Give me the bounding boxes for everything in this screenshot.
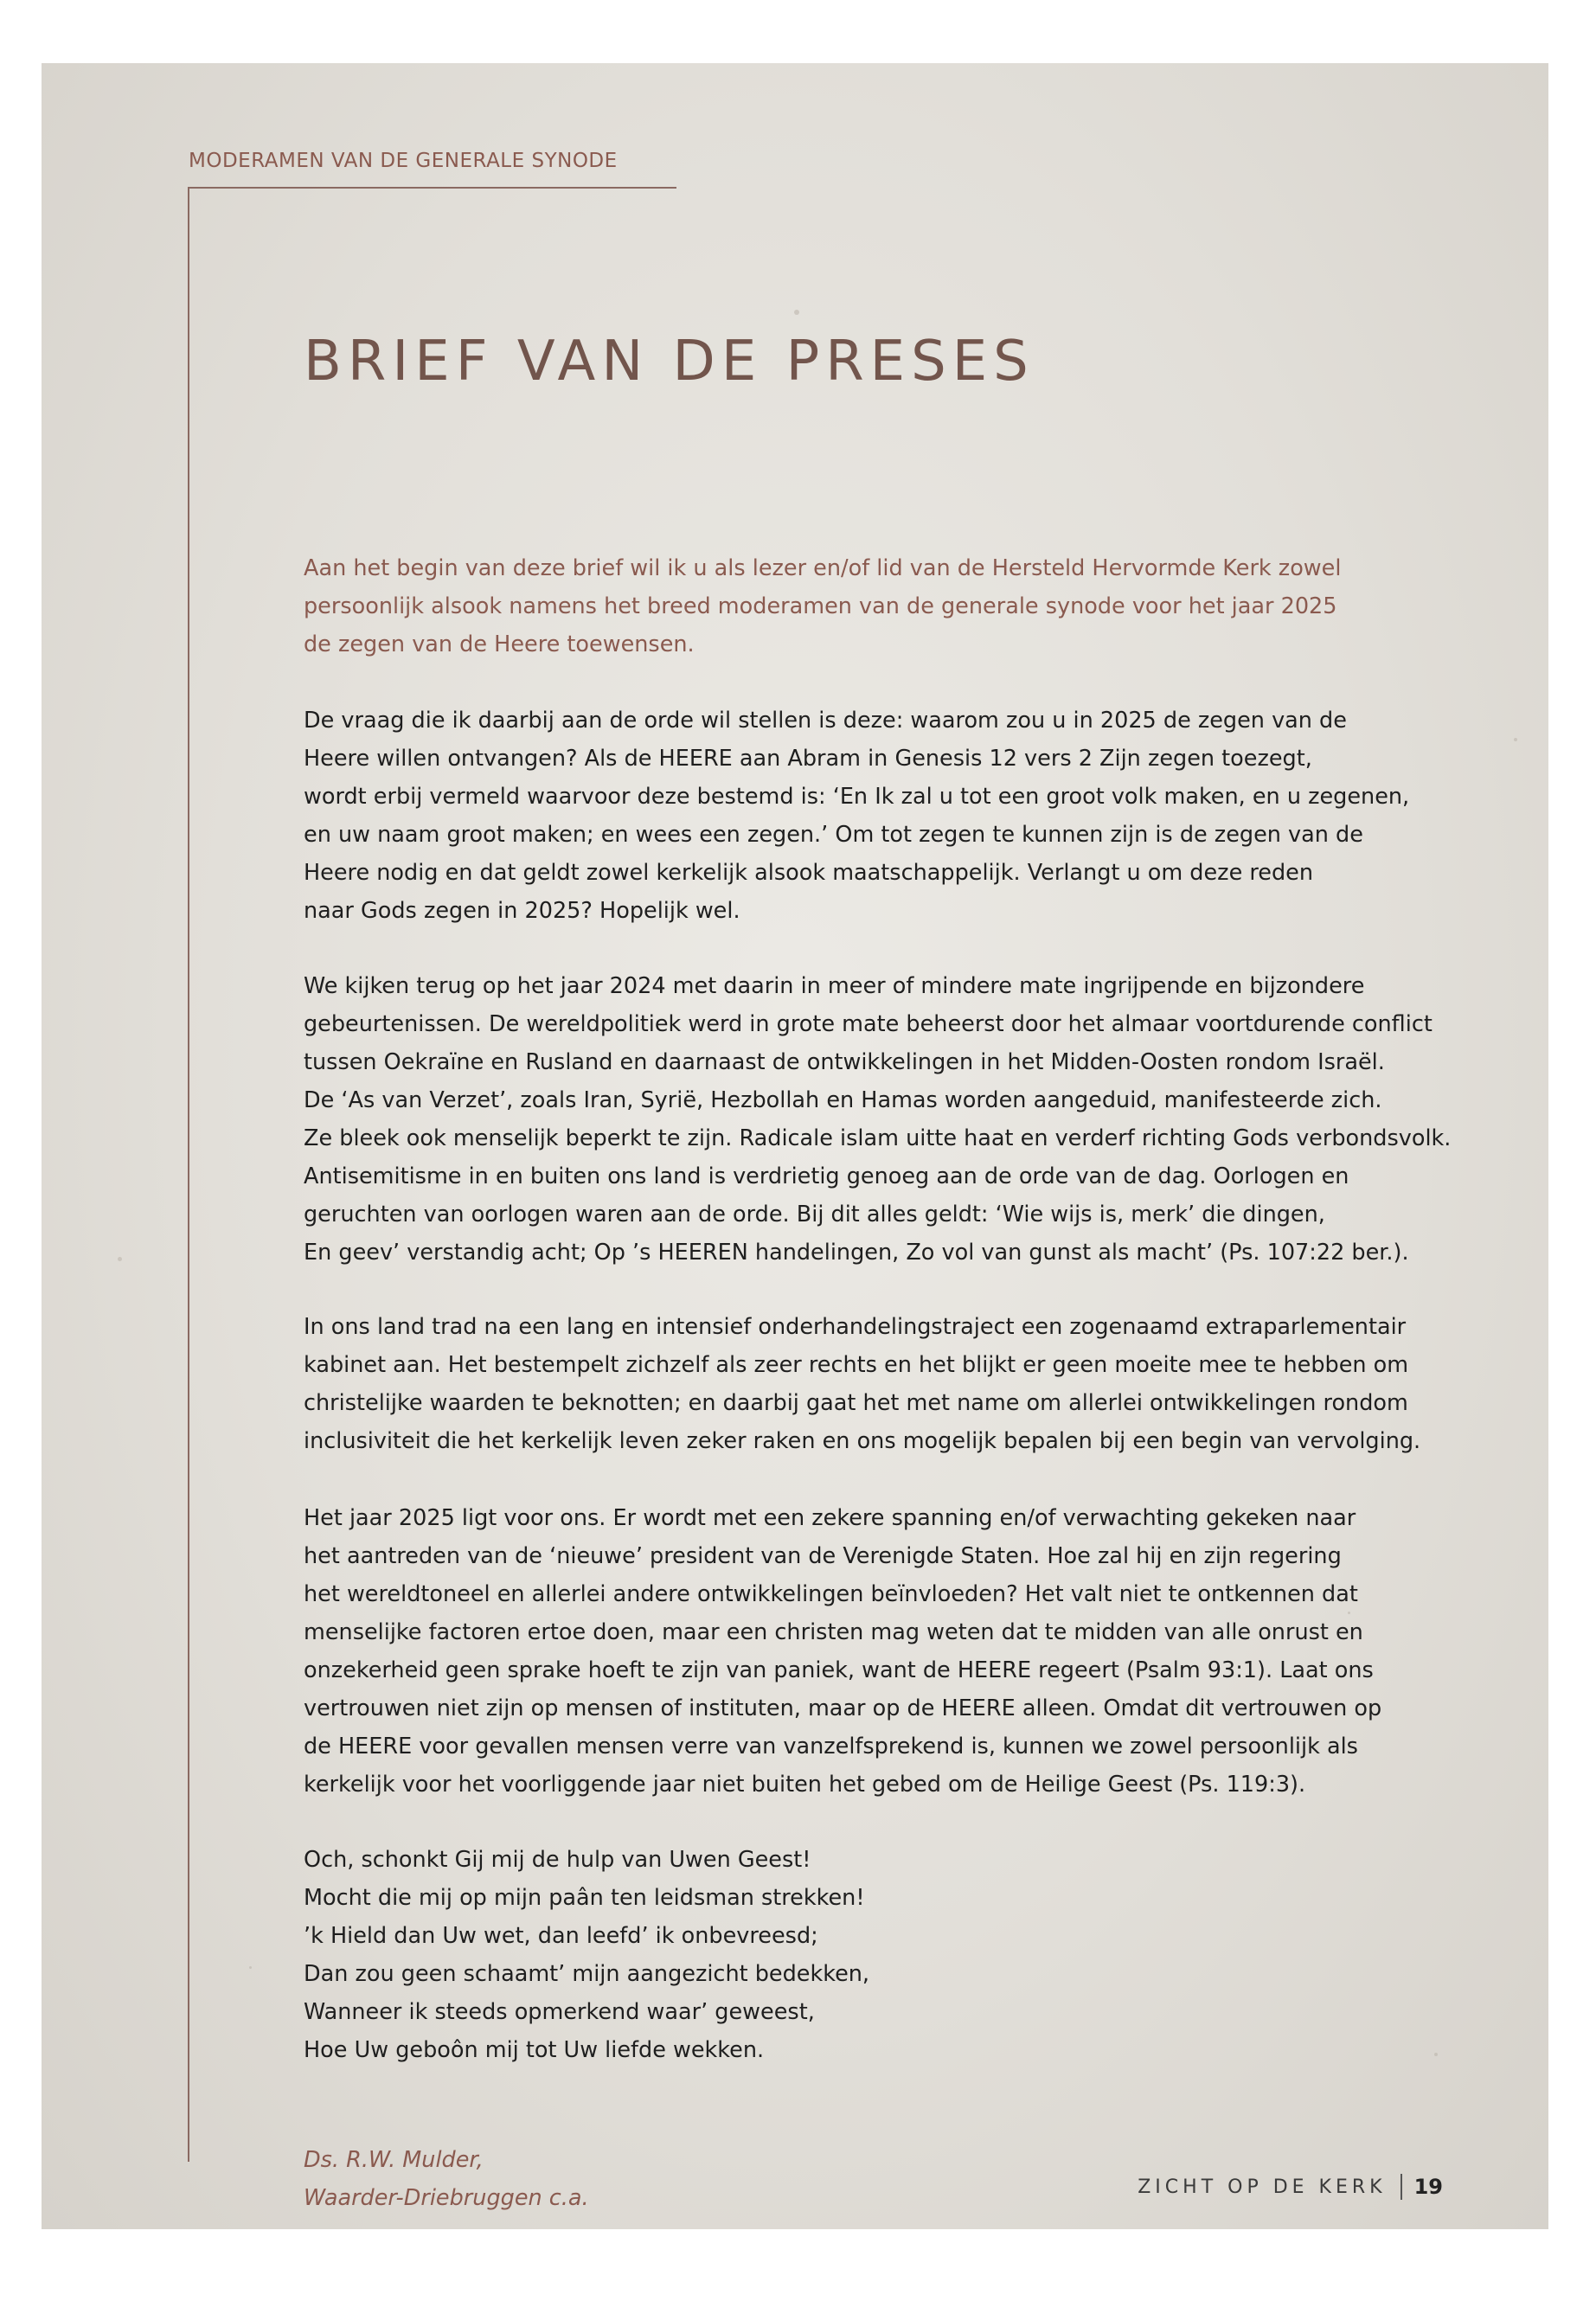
paragraph-line: kerkelijk voor het voorliggende jaar niet buiten het gebed om de Heilige Geest (Ps. 119:3). <box>304 1772 1306 1798</box>
paragraph-zegen <box>304 702 1454 930</box>
verse-line: Wanneer ik steeds opmerkend waar’ geweest, <box>304 1999 815 2025</box>
verse-line: Mocht die mij op mijn paân ten leidsman strekken! <box>304 1885 865 1911</box>
paragraph-line: De ‘As van Verzet’, zoals Iran, Syrië, Hezbollah en Hamas worden aangeduid, manifesteerde zich. <box>304 1087 1382 1113</box>
signature <box>304 2141 589 2217</box>
page-title: BRIEF VAN DE PRESES <box>304 330 1035 394</box>
paragraph-line: gebeurtenissen. De wereldpolitiek werd in grote mate beheerst door het almaar voortdurende conflict <box>304 1011 1433 1037</box>
paragraph-line: geruchten van oorlogen waren aan de orde. Bij dit alles geldt: ‘Wie wijs is, merk’ die dingen, <box>304 1202 1325 1227</box>
paragraph-terugblik <box>304 967 1454 1272</box>
paragraph-line: Heere nodig en dat geldt zowel kerkelijk alsook maatschappelijk. Verlangt u om deze reden <box>304 860 1314 886</box>
paragraph-line: het wereldtoneel en allerlei andere ontwikkelingen beïnvloeden? Het valt niet te ontkennen dat <box>304 1581 1358 1607</box>
intro-line: Aan het begin van deze brief wil ik u als lezer en/of lid van de Hersteld Hervormde Kerk zowel <box>304 555 1342 581</box>
section-label-rule <box>188 187 676 189</box>
intro-line: persoonlijk alsook namens het breed moderamen van de generale synode voor het jaar 2025 <box>304 593 1337 619</box>
psalm-verse <box>304 1841 1454 2069</box>
section-label: MODERAMEN VAN DE GENERALE SYNODE <box>189 150 618 172</box>
paragraph-line: Antisemitisme in en buiten ons land is verdrietig genoeg aan de orde van de dag. Oorlogen en <box>304 1163 1349 1189</box>
paragraph-line: menselijke factoren ertoe doen, maar een christen mag weten dat te midden van alle onrust en <box>304 1619 1363 1645</box>
paragraph-line: de HEERE voor gevallen mensen verre van vanzelfsprekend is, kunnen we zowel persoonlijk als <box>304 1734 1358 1759</box>
magazine-page <box>42 63 1548 2229</box>
paragraph-line: In ons land trad na een lang en intensief onderhandelingstraject een zogenaamd extraparlementair <box>304 1314 1407 1340</box>
paragraph-line: christelijke waarden te beknotten; en daarbij gaat het met name om allerlei ontwikkelingen rondom <box>304 1390 1408 1416</box>
page-number: 19 <box>1413 2175 1443 2199</box>
paragraph-line: Ze bleek ook menselijk beperkt te zijn. Radicale islam uitte haat en verderf richting Gods verbondsvolk. <box>304 1125 1452 1151</box>
signature-place: Waarder-Driebruggen c.a. <box>304 2185 589 2211</box>
paragraph-line: onzekerheid geen sprake hoeft te zijn van paniek, want de HEERE regeert (Psalm 93:1). Laat ons <box>304 1657 1374 1683</box>
paragraph-line: naar Gods zegen in 2025? Hopelijk wel. <box>304 898 740 924</box>
paragraph-line: inclusiviteit die het kerkelijk leven zeker raken en ons mogelijk bepalen bij een begin van vervolging. <box>304 1428 1421 1454</box>
verse-line: Och, schonkt Gij mij de hulp van Uwen Geest! <box>304 1847 811 1873</box>
verse-line: Hoe Uw geboôn mij tot Uw liefde wekken. <box>304 2037 765 2063</box>
paragraph-line: Het jaar 2025 ligt voor ons. Er wordt met een zekere spanning en/of verwachting gekeken naar <box>304 1505 1356 1531</box>
paragraph-line: kabinet aan. Het bestempelt zichzelf als zeer rechts en het blijkt er geen moeite mee te hebben om <box>304 1352 1409 1378</box>
paragraph-line: En geev’ verstandig acht; Op ’s HEEREN handelingen, Zo vol van gunst als macht’ (Ps. 107:22 ber.). <box>304 1240 1409 1266</box>
paragraph-vooruitblik <box>304 1499 1454 1804</box>
intro-line: de zegen van de Heere toewensen. <box>304 631 695 657</box>
paragraph-line: vertrouwen niet zijn op mensen of instituten, maar op de HEERE alleen. Omdat dit vertrouwen op <box>304 1695 1382 1721</box>
paragraph-line: het aantreden van de ‘nieuwe’ president van de Verenigde Staten. Hoe zal hij en zijn regering <box>304 1543 1342 1569</box>
verse-line: ’k Hield dan Uw wet, dan leefd’ ik onbevreesd; <box>304 1923 818 1949</box>
footer-divider <box>1401 2174 1402 2200</box>
paragraph-line: We kijken terug op het jaar 2024 met daarin in meer of mindere mate ingrijpende en bijzondere <box>304 973 1365 999</box>
paragraph-line: Heere willen ontvangen? Als de HEERE aan Abram in Genesis 12 vers 2 Zijn zegen toezegt, <box>304 746 1312 772</box>
publication-title: ZICHT OP DE KERK <box>1138 2176 1387 2198</box>
verse-line: Dan zou geen schaamt’ mijn aangezicht bedekken, <box>304 1961 870 1987</box>
intro-paragraph <box>304 549 1454 663</box>
paragraph-line: wordt erbij vermeld waarvoor deze bestemd is: ‘En Ik zal u tot een groot volk maken, en u zegenen, <box>304 784 1410 810</box>
signature-name: Ds. R.W. Mulder, <box>304 2147 484 2173</box>
paragraph-line: en uw naam groot maken; en wees een zegen.’ Om tot zegen te kunnen zijn is de zegen van de <box>304 822 1363 848</box>
paragraph-kabinet <box>304 1308 1454 1460</box>
paragraph-line: tussen Oekraïne en Rusland en daarnaast de ontwikkelingen in het Midden-Oosten rondom Israël. <box>304 1049 1385 1075</box>
page-footer <box>1138 2174 1443 2200</box>
paragraph-line: De vraag die ik daarbij aan de orde wil stellen is deze: waarom zou u in 2025 de zegen van de <box>304 708 1347 734</box>
vertical-margin-rule <box>188 187 189 2162</box>
